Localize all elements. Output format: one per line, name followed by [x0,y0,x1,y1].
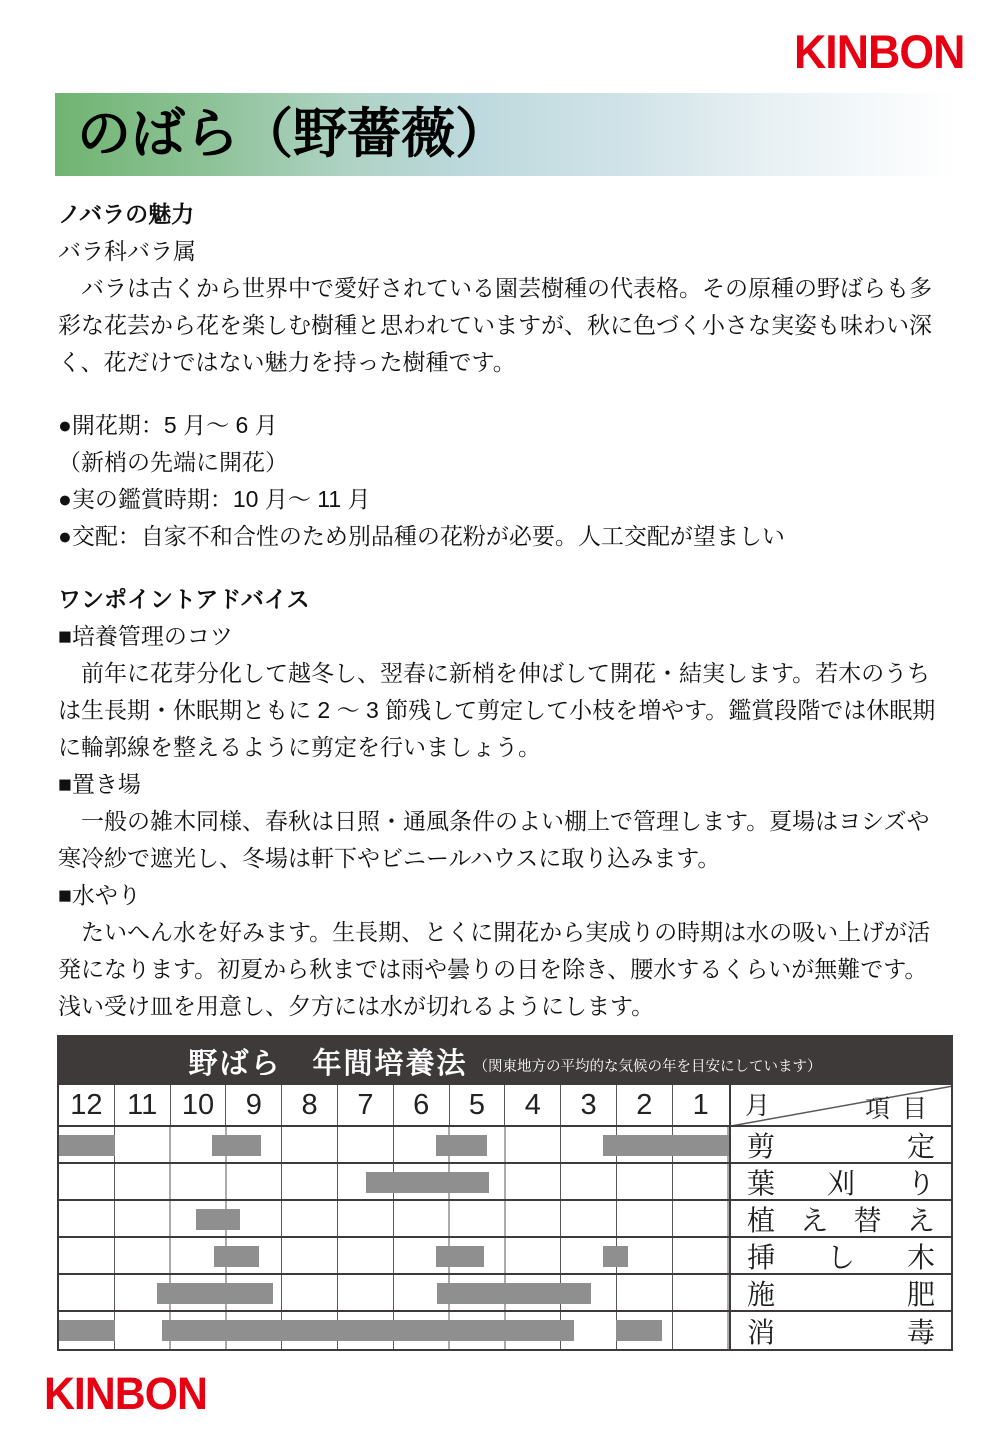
row-label-char: 施 [747,1278,776,1310]
row-label-char: 肥 [906,1278,935,1310]
period-bar [436,1135,488,1156]
row-label-植え替え [731,1201,951,1238]
body-text: ■水やり [58,882,141,908]
body-text: ■置き場 [58,771,141,797]
month-header-cell-7: 7 [338,1085,394,1125]
corner-month-label: 月 [745,1092,771,1120]
row-label-char: し [826,1241,855,1273]
period-bar [214,1246,260,1267]
period-bar [603,1135,729,1156]
month-header-cell-4: 4 [505,1085,561,1125]
row-label-char: り [906,1167,935,1199]
body-text: バラは古くから世界中で愛好されている園芸樹種の代表格。その原種の野ばらも多彩な花芸から花を楽しむ樹種と思われていますが、秋に色づく小さな実姿も味わい深く、花だけではない魅力を持った樹種です。 [58,275,932,375]
calendar-month-header-row [59,1085,729,1127]
period-bar [59,1320,115,1341]
kinbon-logo-bottom: KINBON [44,1368,207,1419]
body-text: ●実の鑑賞時期：10 月～ 11 月 [58,486,371,512]
period-bar [603,1246,628,1267]
row-label-施肥 [731,1275,951,1312]
row-label-char: え [800,1204,829,1236]
calendar-row-植え替え [59,1201,729,1238]
calendar-bar-rows [59,1127,729,1349]
month-header-cell-11: 11 [115,1085,171,1125]
body-text: たいへん水を好みます。生長期、とくに開花から実成りの時期は水の吸い上げが活発になります。初夏から秋までは雨や曇りの日を除き、腰水するくらいが無難です。浅い受け皿を用意し、夕方には水が切れるようにします。 [58,919,931,1019]
row-label-char: 挿 [747,1241,776,1273]
row-label-char: え [906,1204,935,1236]
body-text: ■培養管理のコツ [58,623,233,649]
month-header-cell-5: 5 [450,1085,506,1125]
page-title-bar [55,93,958,176]
calendar-months-area [59,1085,729,1349]
row-label-char: 定 [906,1130,935,1162]
period-bar [212,1135,261,1156]
row-label-char: 毒 [906,1316,935,1348]
calendar-row-labels [731,1127,951,1349]
period-bar [436,1246,485,1267]
calendar-subtitle: （関東地方の平均的な気候の年を目安にしています） [473,1058,822,1075]
body-text: （新梢の先端に開花） [58,449,288,475]
row-label-char: 植 [747,1204,776,1236]
body-text: ●交配：自家不和合性のため別品種の花粉が必要。人工交配が望ましい [58,523,785,549]
calendar-grid [59,1085,951,1349]
calendar-row-剪定 [59,1127,729,1164]
row-label-char: 替 [853,1204,882,1236]
month-header-cell-9: 9 [226,1085,282,1125]
section-heading: ワンポイントアドバイス [58,586,310,612]
article-body [58,196,950,1025]
annual-care-calendar-table [57,1035,953,1351]
body-text: ●開花期：5 月～ 6 月 [58,412,278,438]
row-label-char: 葉 [747,1167,776,1199]
calendar-row-施肥 [59,1275,729,1312]
period-bar [437,1283,591,1304]
spacer [58,555,950,581]
calendar-row-葉刈り [59,1164,729,1201]
month-header-cell-1: 1 [692,1088,709,1121]
row-label-消毒 [731,1312,951,1349]
calendar-row-消毒 [59,1312,729,1349]
kinbon-logo-top: KINBON [794,25,965,78]
month-header-cell-8: 8 [282,1085,338,1125]
spacer [58,381,950,407]
period-bar [162,1320,574,1341]
row-label-char: 剪 [747,1130,776,1162]
row-label-char: 刈 [826,1167,855,1199]
month-header-cell-2: 2 [617,1085,673,1125]
month-header-cell-6: 6 [394,1085,450,1125]
body-text: バラ科バラ属 [58,238,196,264]
corner-item-label: 項目 [864,1095,939,1123]
row-label-葉刈り [731,1164,951,1201]
period-bar [157,1283,274,1304]
body-text: 一般の雑木同様、春秋は日照・通風条件のよい棚上で管理します。夏場はヨシズや寒冷紗で遮光し、冬場は軒下やビニールハウスに取り込みます。 [58,808,930,871]
calendar-row-挿し木 [59,1238,729,1275]
body-text: 前年に花芽分化して越冬し、翌春に新梢を伸ばして開花・結実します。若木のうちは生長期・休眠期ともに 2 ～ 3 節残して剪定して小枝を増やす。鑑賞段階では休眠期に輪郭線を整えるように剪定を行いましょう。 [58,660,936,760]
calendar-corner-cell [731,1085,951,1127]
row-label-剪定 [731,1127,951,1164]
section-heading: ノバラの魅力 [58,201,195,227]
calendar-title: 野ばら 年間培養法 [188,1047,468,1080]
row-label-char: 木 [906,1241,935,1273]
period-bar [366,1172,489,1193]
calendar-title-band [59,1037,951,1085]
page-title: のばら（野薔薇） [77,104,509,164]
calendar-label-column [729,1085,951,1349]
period-bar [59,1135,115,1156]
period-bar [196,1209,240,1230]
month-header-cell-3: 3 [561,1085,617,1125]
row-label-挿し木 [731,1238,951,1275]
month-header-cell-10: 10 [171,1085,227,1125]
period-bar [616,1320,662,1341]
row-label-char: 消 [747,1316,776,1348]
month-header-cell-12: 12 [59,1085,115,1125]
